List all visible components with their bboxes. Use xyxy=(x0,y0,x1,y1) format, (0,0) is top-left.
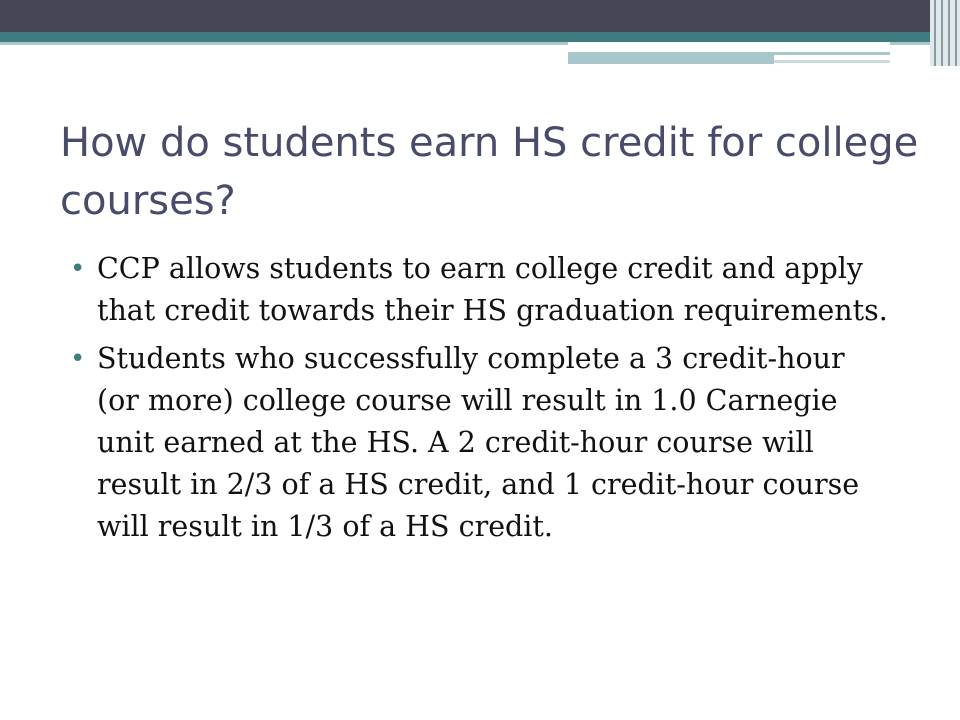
header-tab-lower-line xyxy=(774,60,890,63)
bullet-marker: • xyxy=(70,254,86,284)
bullet-marker: • xyxy=(70,344,86,374)
header-band-teal xyxy=(0,32,930,42)
bullet-text: CCP allows students to earn college credit and apply that credit towards their HS graduation requirements. xyxy=(97,252,888,327)
bullet-list xyxy=(70,248,890,554)
bullet-text: Students who successfully complete a 3 credit-hour (or more) college course will result in 1.0 Carnegie unit earned at the HS. A 2 credit-hour course will result in 2/3 of a HS credit, and 1 credit-hour course will result in 1/3 of a HS credit. xyxy=(97,342,860,543)
header-right-rule xyxy=(955,0,957,66)
header-tab-lower xyxy=(568,55,774,64)
header-right-rule xyxy=(941,0,943,66)
header-band-dark xyxy=(0,0,930,32)
header-right-rule xyxy=(948,0,950,66)
slide-title: How do students earn HS credit for college courses? xyxy=(60,120,919,224)
header-right-rule xyxy=(934,0,936,66)
bullet-item xyxy=(70,338,890,548)
bullet-item xyxy=(70,248,890,332)
header-tab-upper xyxy=(568,42,890,52)
